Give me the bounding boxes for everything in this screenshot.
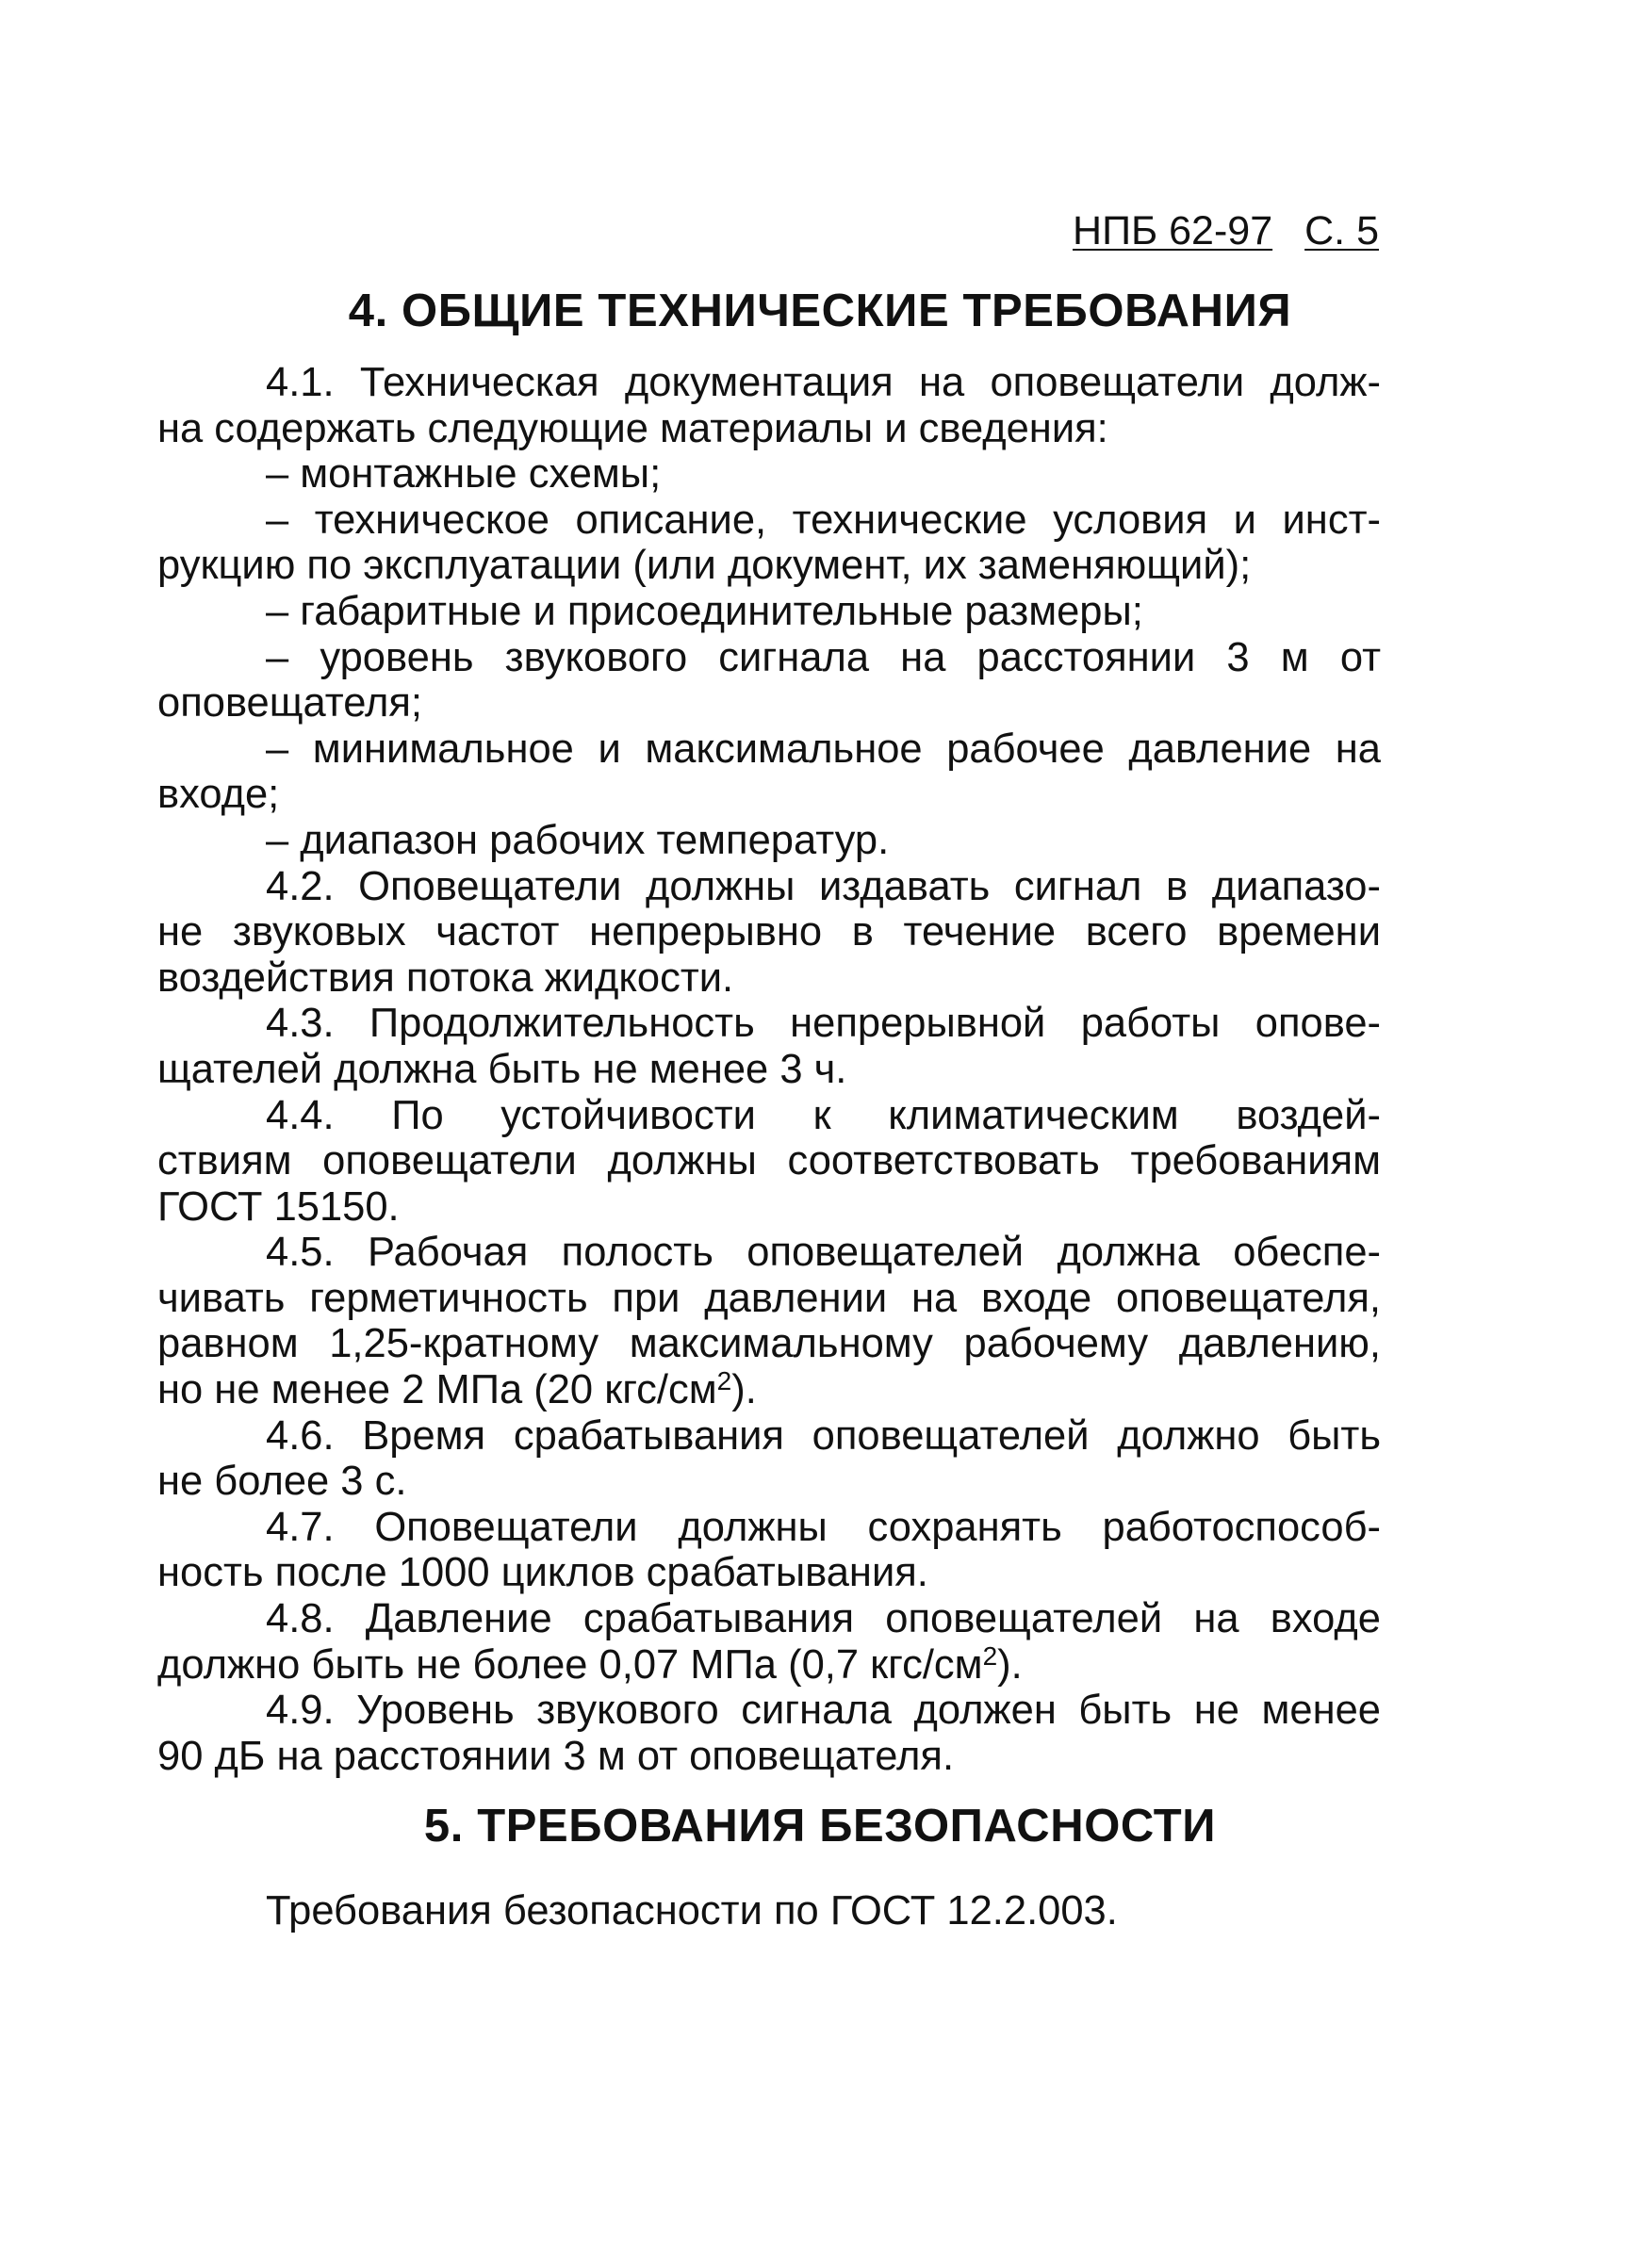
section-5-text: Требования безопасности по ГОСТ 12.2.003. [266, 1888, 1118, 1934]
section-4-body [157, 360, 1381, 1779]
paragraph-line: равном 1,25-кратному максимальному рабочему давлению, [157, 1321, 1381, 1367]
section-4-title: 4. ОБЩИЕ ТЕХНИЧЕСКИЕ ТРЕБОВАНИЯ [348, 286, 1292, 336]
line-text: должно быть не более 0,07 МПа (0,7 кгс/см [157, 1641, 983, 1688]
list-item: – диапазон рабочих температур. [266, 817, 890, 863]
list-item: – минимальное и максимальное рабочее давление на [266, 726, 1381, 772]
paragraph-line: 4.9. Уровень звукового сигнала должен быть не менее [266, 1688, 1381, 1734]
paragraph-line: воздействия потока жидкости. [157, 955, 734, 1001]
paragraph-line [157, 1367, 1381, 1413]
list-item: – уровень звукового сигнала на расстоянии 3 м от [266, 634, 1381, 680]
section-5-title: 5. ТРЕБОВАНИЯ БЕЗОПАСНОСТИ [423, 1801, 1217, 1852]
superscript: 2 [982, 1640, 998, 1671]
list-item: – техническое описание, технические условия и инст- [266, 497, 1381, 543]
paragraph-line: чивать герметичность при давлении на входе оповещателя, [157, 1275, 1381, 1321]
list-item: – габаритные и присоединительные размеры; [266, 588, 1143, 634]
document-code: НПБ 62-97 [1073, 208, 1273, 253]
paragraph-line: не более 3 с. [157, 1459, 407, 1505]
line-end: ). [731, 1367, 757, 1413]
paragraph-line: 4.2. Оповещатели должны издавать сигнал в диапазо- [266, 863, 1381, 909]
paragraph-line: входе; [157, 772, 280, 818]
paragraph-line: ГОСТ 15150. [157, 1183, 400, 1230]
paragraph-line: 4.4. По устойчивости к климатическим воздей- [266, 1092, 1381, 1138]
page-number: С. 5 [1304, 208, 1379, 253]
paragraph-line [157, 1642, 1381, 1689]
paragraph-line: 4.5. Рабочая полость оповещателей должна обеспе- [266, 1230, 1381, 1276]
paragraph-line: 4.3. Продолжительность непрерывной работы опове- [266, 1001, 1381, 1047]
paragraph-line: рукцию по эксплуатации (или документ, их заменяющий); [157, 543, 1252, 589]
paragraph-line: 4.7. Оповещатели должны сохранять работоспособ- [266, 1504, 1381, 1550]
paragraph-line: не звуковых частот непрерывно в течение всего времени [157, 909, 1381, 955]
paragraph-line: 4.8. Давление срабатывания оповещателей на входе [266, 1596, 1381, 1642]
line-text: но не менее 2 МПа (20 кгс/см [157, 1367, 717, 1413]
superscript: 2 [716, 1366, 732, 1396]
paragraph-line: на содержать следующие материалы и сведения: [157, 405, 1108, 451]
paragraph-line: ствиям оповещатели должны соответствовать требованиям [157, 1138, 1381, 1184]
paragraph-line: ность после 1000 циклов срабатывания. [157, 1550, 928, 1596]
paragraph-line: 4.1. Техническая документация на оповещатели долж- [266, 360, 1381, 405]
paragraph-line: 4.6. Время срабатывания оповещателей должно быть [266, 1412, 1381, 1459]
paragraph-line: оповещателя; [157, 680, 422, 726]
page-header [1073, 207, 1379, 254]
line-end: ). [997, 1641, 1023, 1688]
list-item: – монтажные схемы; [266, 451, 662, 498]
paragraph-line: 90 дБ на расстоянии 3 м от оповещателя. [157, 1733, 955, 1779]
paragraph-line: щателей должна быть не менее 3 ч. [157, 1046, 847, 1092]
